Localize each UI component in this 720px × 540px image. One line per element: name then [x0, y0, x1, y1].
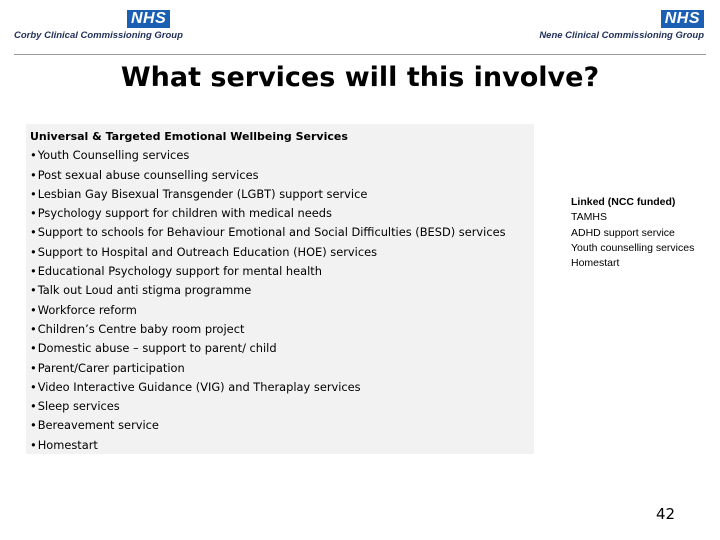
bullet-icon: •: [30, 186, 37, 201]
nene-ccg-name: Nene Clinical Commissioning Group: [539, 30, 704, 41]
bullet-icon: •: [30, 244, 37, 259]
nhs-badge-left: NHS: [127, 10, 170, 28]
nene-ccg-logo: [539, 10, 704, 41]
service-item-label: Educational Psychology support for mental health: [37, 264, 322, 279]
corby-ccg-logo: [14, 10, 183, 41]
service-item-label: Psychology support for children with medical needs: [37, 206, 332, 221]
page-number: 42: [656, 505, 676, 523]
service-item: [30, 397, 534, 416]
bullet-icon: •: [30, 399, 37, 414]
service-item-label: Sleep services: [37, 399, 120, 414]
bullet-icon: •: [30, 264, 37, 279]
service-item: [30, 146, 534, 165]
service-item: [30, 223, 534, 242]
service-item: [30, 262, 534, 281]
service-item-label: Workforce reform: [37, 302, 137, 317]
bullet-icon: •: [30, 418, 37, 433]
service-item-label: Bereavement service: [37, 418, 159, 433]
corby-ccg-name: Corby Clinical Commissioning Group: [14, 30, 183, 41]
service-item-label: Support to Hospital and Outreach Education (HOE) services: [37, 244, 378, 259]
linked-heading: Linked (NCC funded): [571, 196, 676, 208]
service-item-label: Domestic abuse – support to parent/ child: [37, 341, 277, 356]
service-item-label: Support to schools for Behaviour Emotional and Social Difficulties (BESD) services: [37, 225, 506, 240]
bullet-icon: •: [30, 321, 37, 336]
linked-list: [571, 210, 701, 271]
services-panel: [26, 124, 534, 454]
service-item-label: Video Interactive Guidance (VIG) and Theraplay services: [37, 379, 361, 394]
linked-services-panel: [571, 195, 701, 271]
bullet-icon: •: [30, 379, 37, 394]
service-item: [30, 359, 534, 378]
linked-item: Youth counselling services: [571, 241, 695, 254]
service-item: [30, 436, 534, 455]
service-item-label: Lesbian Gay Bisexual Transgender (LGBT) support service: [37, 186, 368, 201]
services-heading: Universal & Targeted Emotional Wellbeing Services: [30, 130, 348, 143]
bullet-icon: •: [30, 148, 37, 163]
service-item: [30, 204, 534, 223]
service-item: [30, 166, 534, 185]
bullet-icon: •: [30, 302, 37, 317]
service-item: [30, 301, 534, 320]
linked-item: ADHD support service: [571, 226, 675, 239]
linked-item: Homestart: [571, 257, 620, 270]
bullet-icon: •: [30, 206, 37, 221]
service-item: [30, 185, 534, 204]
bullet-icon: •: [30, 225, 37, 240]
service-item-label: Talk out Loud anti stigma programme: [37, 283, 252, 298]
service-item: [30, 320, 534, 339]
bullet-icon: •: [30, 341, 37, 356]
service-item: [30, 243, 534, 262]
service-item-label: Post sexual abuse counselling services: [37, 167, 259, 182]
service-item: [30, 339, 534, 358]
service-item-label: Children’s Centre baby room project: [37, 321, 245, 336]
slide-title: What services will this involve?: [120, 62, 600, 93]
bullet-icon: •: [30, 167, 37, 182]
service-item: [30, 281, 534, 300]
service-item: [30, 416, 534, 435]
header-divider: [14, 54, 706, 55]
linked-item: TAMHS: [571, 211, 607, 224]
service-item-label: Youth Counselling services: [37, 148, 190, 163]
bullet-icon: •: [30, 360, 37, 375]
service-item-label: Homestart: [37, 437, 98, 452]
nhs-badge-right: NHS: [661, 10, 704, 28]
bullet-icon: •: [30, 437, 37, 452]
service-item-label: Parent/Carer participation: [37, 360, 185, 375]
bullet-icon: •: [30, 283, 37, 298]
services-list: [30, 146, 534, 455]
service-item: [30, 378, 534, 397]
